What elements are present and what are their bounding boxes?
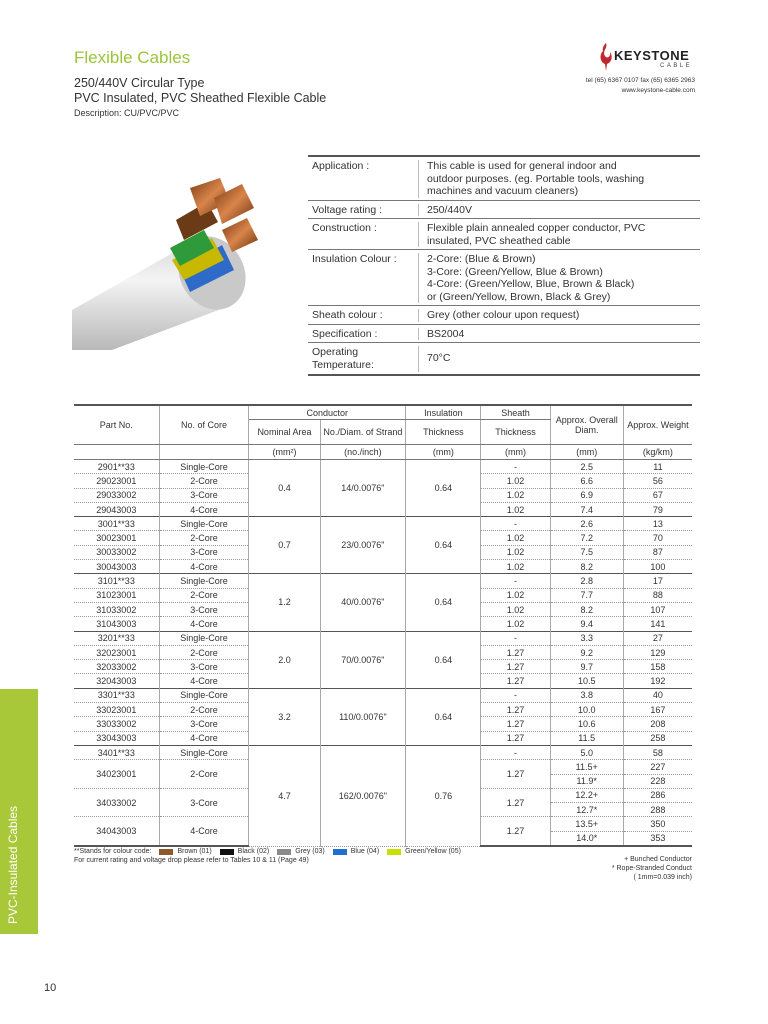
unit-weight: (kg/km) bbox=[623, 445, 692, 460]
core-cell: 3-Core bbox=[159, 660, 249, 674]
strand-cell: 162/0.0076" bbox=[320, 745, 406, 846]
part-no-cell: 3001**33 bbox=[74, 517, 159, 531]
part-no-cell: 29043003 bbox=[74, 502, 159, 516]
sheath-cell: 1.02 bbox=[481, 560, 550, 574]
weight-cell: 70 bbox=[623, 531, 692, 545]
col-overall-diam: Approx. Overall Diam. bbox=[550, 405, 623, 445]
spec-label: Insulation Colour : bbox=[308, 253, 419, 303]
diam-cell: 6.9 bbox=[550, 488, 623, 502]
spec-value bbox=[427, 204, 700, 217]
colour-swatch bbox=[277, 849, 291, 855]
diam-cell: 9.4 bbox=[550, 617, 623, 631]
spec-value-line: 2-Core: (Blue & Brown) bbox=[427, 253, 536, 265]
weight-cell: 11 bbox=[623, 460, 692, 474]
sheath-cell: 1.27 bbox=[481, 660, 550, 674]
spec-value-line: 3-Core: (Green/Yellow, Blue & Brown) bbox=[427, 265, 603, 278]
core-cell: 2-Core bbox=[159, 760, 249, 789]
spec-label: Operating Temperature: bbox=[308, 346, 419, 372]
cable-image bbox=[72, 160, 297, 350]
spec-value bbox=[427, 328, 700, 341]
col-strand: No./Diam. of Strand bbox=[320, 420, 406, 445]
part-no-cell: 33043003 bbox=[74, 731, 159, 745]
weight-cell: 158 bbox=[623, 660, 692, 674]
part-no-cell: 32043003 bbox=[74, 674, 159, 688]
colour-label: Black (02) bbox=[237, 848, 270, 855]
table-row bbox=[74, 631, 692, 645]
section-side-tab-label: PVC-Insulated Cables bbox=[6, 805, 20, 924]
diam-cell: 9.7 bbox=[550, 660, 623, 674]
spec-label: Application : bbox=[308, 160, 419, 198]
part-no-cell: 3401**33 bbox=[74, 745, 159, 759]
unit-diam: (mm) bbox=[550, 445, 623, 460]
weight-cell: 100 bbox=[623, 560, 692, 574]
table-row bbox=[74, 688, 692, 702]
part-no-cell: 30023001 bbox=[74, 531, 159, 545]
diam-cell: 7.7 bbox=[550, 588, 623, 602]
core-cell: 2-Core bbox=[159, 531, 249, 545]
part-no-cell: 34023001 bbox=[74, 760, 159, 789]
part-no-cell: 3301**33 bbox=[74, 688, 159, 702]
cable-description: Description: CU/PVC/PVC bbox=[74, 108, 180, 118]
sheath-cell: 1.02 bbox=[481, 602, 550, 616]
spec-row bbox=[308, 249, 700, 305]
unit-strand: (no./inch) bbox=[320, 445, 406, 460]
part-no-cell: 2901**33 bbox=[74, 460, 159, 474]
keystone-logo bbox=[598, 40, 698, 76]
cable-data-table bbox=[74, 404, 692, 847]
diam-cell: 7.2 bbox=[550, 531, 623, 545]
weight-cell: 350 bbox=[623, 817, 692, 831]
spec-value bbox=[427, 222, 700, 247]
diam-cell: 2.5 bbox=[550, 460, 623, 474]
diam-cell: 8.2 bbox=[550, 602, 623, 616]
sheath-cell: 1.02 bbox=[481, 502, 550, 516]
col-no-core: No. of Core bbox=[159, 405, 249, 445]
colour-label: Brown (01) bbox=[177, 848, 212, 855]
part-no-cell: 33023001 bbox=[74, 703, 159, 717]
weight-cell: 228 bbox=[623, 774, 692, 788]
spec-value-line: 250/440V bbox=[427, 203, 472, 216]
weight-cell: 129 bbox=[623, 645, 692, 659]
section-side-tab bbox=[0, 689, 38, 934]
part-no-cell: 31043003 bbox=[74, 617, 159, 631]
spec-label: Specification : bbox=[308, 328, 419, 341]
colour-swatch bbox=[333, 849, 347, 855]
insulation-cell: 0.64 bbox=[406, 460, 481, 517]
weight-cell: 258 bbox=[623, 731, 692, 745]
col-insulation: Insulation bbox=[406, 405, 481, 420]
weight-cell: 40 bbox=[623, 688, 692, 702]
part-no-cell: 31023001 bbox=[74, 588, 159, 602]
core-cell: Single-Core bbox=[159, 631, 249, 645]
weight-cell: 79 bbox=[623, 502, 692, 516]
core-cell: Single-Core bbox=[159, 688, 249, 702]
part-no-cell: 32023001 bbox=[74, 645, 159, 659]
sheath-cell: - bbox=[481, 631, 550, 645]
weight-cell: 67 bbox=[623, 488, 692, 502]
core-cell: 4-Core bbox=[159, 502, 249, 516]
sheath-cell: 1.02 bbox=[481, 474, 550, 488]
cable-voltage-type: 250/440V Circular Type bbox=[74, 76, 205, 90]
nominal-area-cell: 0.7 bbox=[249, 517, 320, 574]
spec-label: Voltage rating : bbox=[308, 204, 419, 217]
cable-product-name: PVC Insulated, PVC Sheathed Flexible Cable bbox=[74, 91, 327, 105]
diam-cell: 13.5+ bbox=[550, 817, 623, 831]
spec-value bbox=[427, 160, 700, 198]
spec-row bbox=[308, 342, 700, 376]
colour-swatch bbox=[387, 849, 401, 855]
table-row bbox=[74, 517, 692, 531]
table-row bbox=[74, 460, 692, 474]
diam-cell: 3.8 bbox=[550, 688, 623, 702]
sheath-cell: 1.27 bbox=[481, 817, 550, 846]
diam-cell: 3.3 bbox=[550, 631, 623, 645]
spec-label: Construction : bbox=[308, 222, 419, 247]
spec-row bbox=[308, 218, 700, 249]
diam-cell: 12.2+ bbox=[550, 788, 623, 802]
inch-note: ( 1mm=0.039 inch) bbox=[633, 874, 692, 881]
weight-cell: 227 bbox=[623, 760, 692, 774]
diam-cell: 10.5 bbox=[550, 674, 623, 688]
col-nominal-area: Nominal Area bbox=[249, 420, 320, 445]
sheath-cell: 1.27 bbox=[481, 788, 550, 817]
nominal-area-cell: 1.2 bbox=[249, 574, 320, 631]
sheath-cell: - bbox=[481, 517, 550, 531]
core-cell: Single-Core bbox=[159, 574, 249, 588]
sheath-cell: 1.02 bbox=[481, 617, 550, 631]
diam-cell: 7.5 bbox=[550, 545, 623, 559]
colour-code-label: **Stands for colour code: bbox=[74, 848, 152, 855]
strand-cell: 23/0.0076" bbox=[320, 517, 406, 574]
weight-cell: 27 bbox=[623, 631, 692, 645]
part-no-cell: 29023001 bbox=[74, 474, 159, 488]
spec-value-line: Flexible plain annealed copper conductor, PVC bbox=[427, 222, 646, 234]
spec-value-line: or (Green/Yellow, Brown, Black & Grey) bbox=[427, 290, 611, 303]
table-row bbox=[74, 574, 692, 588]
core-cell: 2-Core bbox=[159, 645, 249, 659]
colour-label: Green/Yellow (05) bbox=[405, 848, 461, 855]
unit-core bbox=[159, 445, 249, 460]
weight-cell: 88 bbox=[623, 588, 692, 602]
diam-cell: 11.5+ bbox=[550, 760, 623, 774]
contact-info bbox=[586, 76, 695, 96]
sheath-cell: 1.02 bbox=[481, 545, 550, 559]
spec-row bbox=[308, 324, 700, 343]
spec-value bbox=[427, 346, 700, 372]
spec-value-line: 4-Core: (Green/Yellow, Blue, Brown & Black) bbox=[427, 278, 635, 290]
core-cell: Single-Core bbox=[159, 517, 249, 531]
weight-cell: 141 bbox=[623, 617, 692, 631]
core-cell: 3-Core bbox=[159, 488, 249, 502]
part-no-cell: 31033002 bbox=[74, 602, 159, 616]
colour-swatch bbox=[159, 849, 173, 855]
core-cell: Single-Core bbox=[159, 745, 249, 759]
part-no-cell: 33033002 bbox=[74, 717, 159, 731]
spec-value-line: BS2004 bbox=[427, 327, 465, 340]
diam-cell: 11.9* bbox=[550, 774, 623, 788]
weight-cell: 286 bbox=[623, 788, 692, 802]
part-no-cell: 3201**33 bbox=[74, 631, 159, 645]
colour-code-note bbox=[74, 848, 461, 855]
sheath-cell: 1.27 bbox=[481, 717, 550, 731]
bunched-note: + Bunched Conductor bbox=[624, 856, 692, 863]
core-cell: 2-Core bbox=[159, 703, 249, 717]
insulation-cell: 0.76 bbox=[406, 745, 481, 846]
sheath-cell: 1.02 bbox=[481, 531, 550, 545]
weight-cell: 56 bbox=[623, 474, 692, 488]
unit-part bbox=[74, 445, 159, 460]
weight-cell: 288 bbox=[623, 803, 692, 817]
colour-swatch bbox=[220, 849, 234, 855]
strand-cell: 110/0.0076" bbox=[320, 688, 406, 745]
insulation-cell: 0.64 bbox=[406, 517, 481, 574]
sheath-cell: - bbox=[481, 688, 550, 702]
conductor-legend bbox=[612, 855, 692, 882]
col-sheath-thickness: Thickness bbox=[481, 420, 550, 445]
core-cell: 3-Core bbox=[159, 717, 249, 731]
sheath-cell: 1.27 bbox=[481, 645, 550, 659]
part-no-cell: 34043003 bbox=[74, 817, 159, 846]
core-cell: 4-Core bbox=[159, 617, 249, 631]
weight-cell: 353 bbox=[623, 831, 692, 846]
diam-cell: 7.4 bbox=[550, 502, 623, 516]
col-conductor: Conductor bbox=[249, 405, 406, 420]
spec-value-line: insulated, PVC sheathed cable bbox=[427, 234, 571, 247]
core-cell: 2-Core bbox=[159, 474, 249, 488]
core-cell: 4-Core bbox=[159, 674, 249, 688]
sheath-cell: 1.27 bbox=[481, 674, 550, 688]
diam-cell: 6.6 bbox=[550, 474, 623, 488]
brand-sub: CABLE bbox=[660, 63, 693, 69]
part-no-cell: 29033002 bbox=[74, 488, 159, 502]
spec-row bbox=[308, 305, 700, 324]
weight-cell: 87 bbox=[623, 545, 692, 559]
sheath-cell: 1.02 bbox=[481, 488, 550, 502]
rope-note: * Rope-Stranded Conduct bbox=[611, 865, 692, 872]
spec-value-line: outdoor purposes. (eg. Portable tools, washing bbox=[427, 172, 645, 185]
weight-cell: 208 bbox=[623, 717, 692, 731]
sheath-cell: 1.27 bbox=[481, 760, 550, 789]
sheath-cell: 1.27 bbox=[481, 703, 550, 717]
spec-label: Sheath colour : bbox=[308, 309, 419, 322]
weight-cell: 107 bbox=[623, 602, 692, 616]
nominal-area-cell: 4.7 bbox=[249, 745, 320, 846]
strand-cell: 40/0.0076" bbox=[320, 574, 406, 631]
colour-label: Grey (03) bbox=[295, 848, 325, 855]
unit-ins: (mm) bbox=[406, 445, 481, 460]
core-cell: 3-Core bbox=[159, 602, 249, 616]
core-cell: 2-Core bbox=[159, 588, 249, 602]
diam-cell: 10.6 bbox=[550, 717, 623, 731]
part-no-cell: 3101**33 bbox=[74, 574, 159, 588]
core-cell: 3-Core bbox=[159, 545, 249, 559]
core-cell: Single-Core bbox=[159, 460, 249, 474]
spec-value-line: 70°C bbox=[427, 352, 451, 364]
page-number: 10 bbox=[44, 982, 57, 994]
diam-cell: 8.2 bbox=[550, 560, 623, 574]
weight-cell: 13 bbox=[623, 517, 692, 531]
col-ins-thickness: Thickness bbox=[406, 420, 481, 445]
part-no-cell: 30033002 bbox=[74, 545, 159, 559]
page-title: Flexible Cables bbox=[74, 48, 191, 67]
insulation-cell: 0.64 bbox=[406, 574, 481, 631]
website[interactable]: www.keystone-cable.com bbox=[621, 87, 695, 94]
diam-cell: 5.0 bbox=[550, 745, 623, 759]
col-sheath: Sheath bbox=[481, 405, 550, 420]
col-weight: Approx. Weight bbox=[623, 405, 692, 445]
part-no-cell: 34033002 bbox=[74, 788, 159, 817]
part-no-cell: 32033002 bbox=[74, 660, 159, 674]
nominal-area-cell: 2.0 bbox=[249, 631, 320, 688]
weight-cell: 192 bbox=[623, 674, 692, 688]
keystone-flame-icon bbox=[598, 42, 614, 72]
phone-fax: tel (65) 6367 0107 fax (65) 6365 2963 bbox=[585, 77, 695, 84]
spec-value-line: Grey (other colour upon request) bbox=[427, 309, 580, 321]
weight-cell: 17 bbox=[623, 574, 692, 588]
spec-table bbox=[308, 155, 700, 376]
sheath-cell: - bbox=[481, 460, 550, 474]
diam-cell: 2.6 bbox=[550, 517, 623, 531]
unit-area: (mm²) bbox=[249, 445, 320, 460]
strand-cell: 70/0.0076" bbox=[320, 631, 406, 688]
weight-cell: 167 bbox=[623, 703, 692, 717]
table-row bbox=[74, 745, 692, 759]
diam-cell: 9.2 bbox=[550, 645, 623, 659]
sheath-cell: 1.27 bbox=[481, 731, 550, 745]
col-part-no: Part No. bbox=[74, 405, 159, 445]
colour-label: Blue (04) bbox=[350, 848, 380, 855]
spec-value-line: machines and vacuum cleaners) bbox=[427, 185, 579, 197]
insulation-cell: 0.64 bbox=[406, 631, 481, 688]
diam-cell: 11.5 bbox=[550, 731, 623, 745]
core-cell: 4-Core bbox=[159, 731, 249, 745]
diam-cell: 10.0 bbox=[550, 703, 623, 717]
spec-value-line: This cable is used for general indoor and bbox=[427, 160, 617, 172]
weight-cell: 58 bbox=[623, 745, 692, 759]
sheath-cell: 1.02 bbox=[481, 588, 550, 602]
nominal-area-cell: 3.2 bbox=[249, 688, 320, 745]
insulation-cell: 0.64 bbox=[406, 688, 481, 745]
spec-value bbox=[427, 309, 700, 322]
sheath-cell: - bbox=[481, 745, 550, 759]
diam-cell: 2.8 bbox=[550, 574, 623, 588]
diam-cell: 14.0* bbox=[550, 831, 623, 846]
nominal-area-cell: 0.4 bbox=[249, 460, 320, 517]
spec-row bbox=[308, 155, 700, 200]
part-no-cell: 30043003 bbox=[74, 560, 159, 574]
core-cell: 4-Core bbox=[159, 560, 249, 574]
core-cell: 4-Core bbox=[159, 817, 249, 846]
unit-sheath: (mm) bbox=[481, 445, 550, 460]
diam-cell: 12.7* bbox=[550, 803, 623, 817]
strand-cell: 14/0.0076" bbox=[320, 460, 406, 517]
sheath-cell: - bbox=[481, 574, 550, 588]
current-rating-note: For current rating and voltage drop please refer to Tables 10 & 11 (Page 49) bbox=[74, 857, 309, 864]
core-cell: 3-Core bbox=[159, 788, 249, 817]
brand-name: KEYSTONE bbox=[614, 48, 690, 63]
spec-row bbox=[308, 200, 700, 219]
spec-value bbox=[427, 253, 700, 303]
